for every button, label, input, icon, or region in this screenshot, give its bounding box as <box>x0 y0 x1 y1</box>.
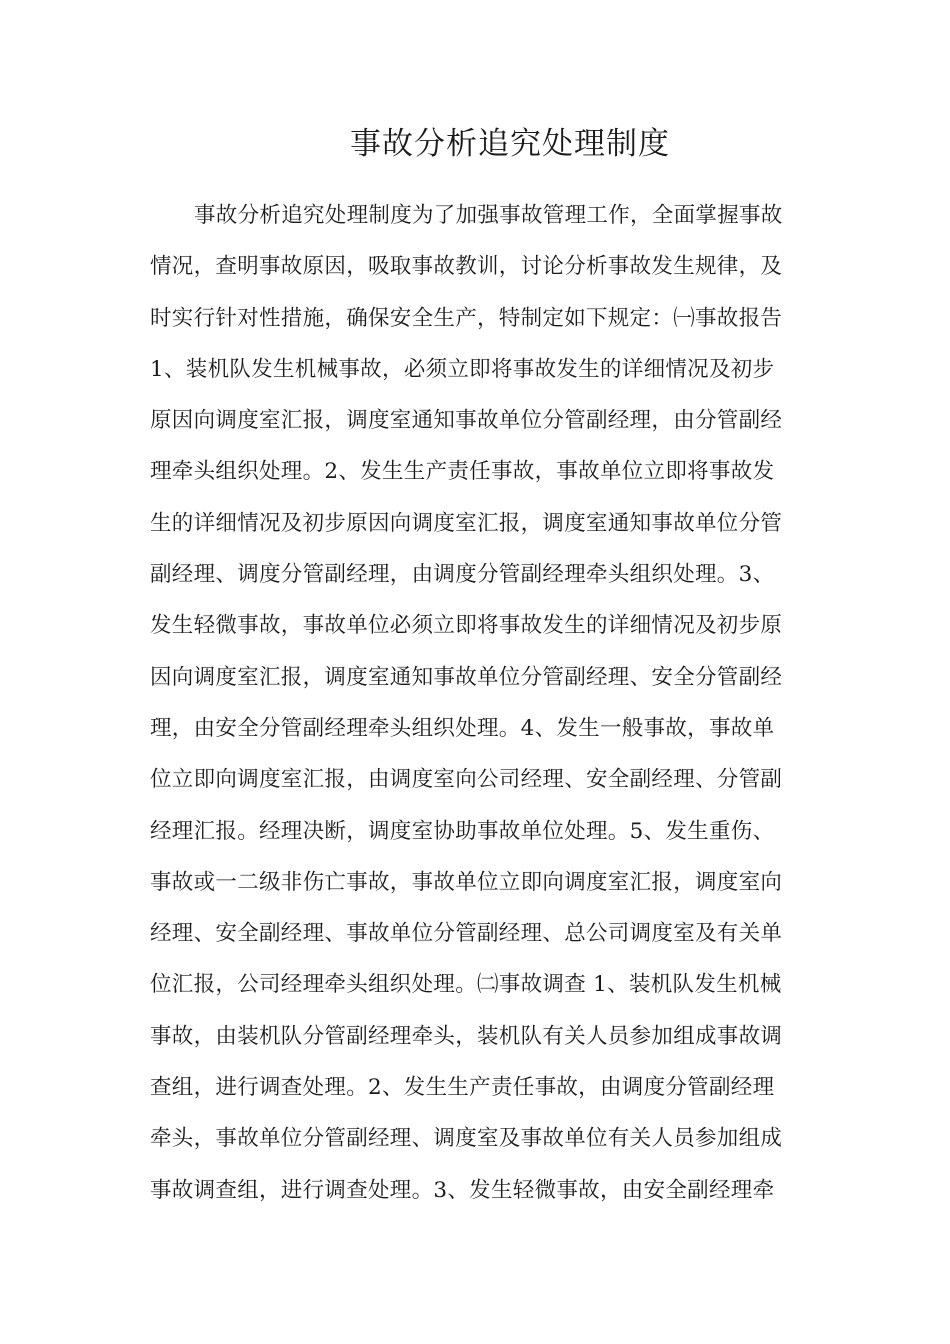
body-line: 位立即向调度室汇报，由调度室向公司经理、安全副经理、分管副 <box>150 767 783 793</box>
body-line: 理牵头组织处理。2、发生生产责任事故，事故单位立即将事故发 <box>150 459 775 485</box>
body-line: 牵头，事故单位分管副经理、调度室及事故单位有关人员参加组成 <box>150 1126 783 1152</box>
body-line: 位汇报，公司经理牵头组织处理。㈡事故调查 1、装机队发生机械 <box>150 972 782 998</box>
body-line: 经理汇报。经理决断，调度室协助事故单位处理。5、发生重伤、 <box>150 818 775 844</box>
body-line: 发生轻微事故，事故单位必须立即将事故发生的详细情况及初步原 <box>150 613 783 639</box>
body-line: 1、装机队发生机械事故，必须立即将事故发生的详细情况及初步 <box>150 356 775 382</box>
body-line: 查组，进行调查处理。2、发生生产责任事故，由调度分管副经理 <box>150 1075 775 1101</box>
body-line: 事故分析追究处理制度为了加强事故管理工作，全面掌握事故 <box>194 203 783 228</box>
body-line: 事故调查组，进行调查处理。3、发生轻微事故，由安全副经理牵 <box>150 1177 775 1203</box>
document-title: 事故分析追究处理制度 <box>350 126 670 162</box>
body-line: 因向调度室汇报，调度室通知事故单位分管副经理、安全分管副经 <box>150 664 783 690</box>
body-line: 时实行针对性措施，确保安全生产，特制定如下规定：㈠事故报告 <box>150 305 783 331</box>
body-line: 经理、安全副经理、事故单位分管副经理、总公司调度室及有关单 <box>150 921 783 947</box>
body-line: 生的详细情况及初步原因向调度室汇报，调度室通知事故单位分管 <box>150 510 783 536</box>
body-line: 事故，由装机队分管副经理牵头，装机队有关人员参加组成事故调 <box>150 1023 783 1049</box>
body-line: 原因向调度室汇报，调度室通知事故单位分管副经理，由分管副经 <box>150 408 783 434</box>
body-line: 事故或一二级非伤亡事故，事故单位立即向调度室汇报，调度室向 <box>150 869 783 895</box>
body-line: 副经理、调度分管副经理，由调度分管副经理牵头组织处理。3、 <box>150 562 775 588</box>
document-body <box>150 190 810 1216</box>
body-line: 情况，查明事故原因，吸取事故教训，讨论分析事故发生规律，及 <box>150 254 783 280</box>
body-line: 理，由安全分管副经理牵头组织处理。4、发生一般事故，事故单 <box>150 715 775 741</box>
